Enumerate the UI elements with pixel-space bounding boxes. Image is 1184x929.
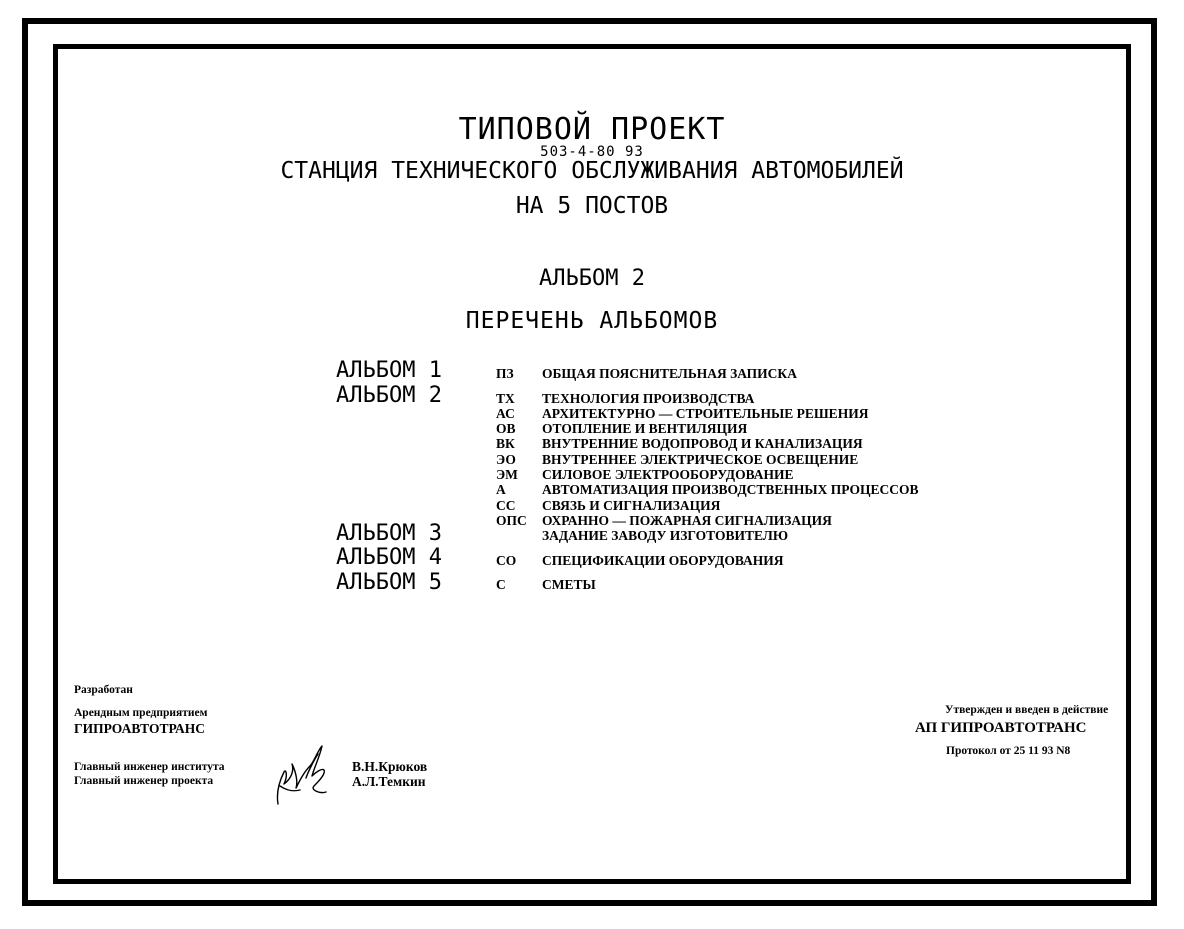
album-list-title: ПЕРЕЧЕНЬ АЛЬБОМОВ [465, 308, 719, 334]
document-title: ТИПОВОЙ ПРОЕКТ [458, 112, 726, 147]
entry-code: ПЗ [496, 366, 514, 381]
entry-code: ОВ [496, 421, 516, 436]
approval-org: АП ГИПРОАВТОТРАНС [915, 720, 1087, 736]
entry-code: ТХ [496, 391, 515, 406]
chief-engineer-institute-name: В.Н.Крюков [352, 759, 428, 774]
entry-code: А [496, 482, 506, 497]
entry-code: АС [496, 406, 515, 421]
entry-code: С [496, 577, 506, 592]
project-code: 503-4-80 93 [540, 144, 644, 160]
entry-desc: СИЛОВОЕ ЭЛЕКТРООБОРУДОВАНИЕ [542, 467, 794, 482]
entry-desc: АРХИТЕКТУРНО — СТРОИТЕЛЬНЫЕ РЕШЕНИЯ [542, 406, 869, 421]
approval-label: Утвержден и введен в действие [945, 704, 1109, 716]
entry-desc: СПЕЦИФИКАЦИИ ОБОРУДОВАНИЯ [542, 553, 784, 568]
approval-protocol: Протокол от 25 11 93 N8 [946, 745, 1071, 757]
chief-engineer-project-name: А.Л.Темкин [352, 774, 426, 789]
entry-code: ЭМ [496, 467, 518, 482]
album-heading: АЛЬБОМ 2 [539, 266, 645, 291]
entry-code: СО [496, 553, 517, 568]
entry-desc: ОТОПЛЕНИЕ И ВЕНТИЛЯЦИЯ [542, 421, 748, 436]
entry-code: ВК [496, 436, 515, 451]
signature-graphic [270, 742, 332, 810]
entry-desc: ЗАДАНИЕ ЗАВОДУ ИЗГОТОВИТЕЛЮ [542, 528, 789, 543]
entry-desc: ТЕХНОЛОГИЯ ПРОИЗВОДСТВА [542, 391, 755, 406]
entry-desc: ВНУТРЕННЕЕ ЭЛЕКТРИЧЕСКОЕ ОСВЕЩЕНИЕ [542, 452, 859, 467]
entry-desc: ОХРАННО — ПОЖАРНАЯ СИГНАЛИЗАЦИЯ [542, 513, 832, 528]
developed-label: Разработан [74, 684, 133, 696]
developer-org-name: ГИПРОАВТОТРАНС [74, 721, 206, 736]
developer-org-label: Арендным предприятием [74, 707, 208, 719]
album-label: АЛЬБОМ 5 [336, 570, 442, 595]
entry-code: ОПС [496, 513, 527, 528]
entry-code: СС [496, 498, 516, 513]
album-label: АЛЬБОМ 2 [336, 383, 442, 408]
entry-desc: СВЯЗЬ И СИГНАЛИЗАЦИЯ [542, 498, 721, 513]
subtitle-line-1: СТАНЦИЯ ТЕХНИЧЕСКОГО ОБСЛУЖИВАНИЯ АВТОМОБИЛЕЙ [280, 158, 904, 184]
album-label: АЛЬБОМ 1 [336, 358, 442, 383]
entry-desc: ОБЩАЯ ПОЯСНИТЕЛЬНАЯ ЗАПИСКА [542, 366, 797, 381]
subtitle-line-2: НА 5 ПОСТОВ [515, 193, 669, 219]
entry-desc: СМЕТЫ [542, 577, 596, 592]
entry-code: ЭО [496, 452, 516, 467]
entry-desc: АВТОМАТИЗАЦИЯ ПРОИЗВОДСТВЕННЫХ ПРОЦЕССОВ [542, 482, 919, 497]
entry-desc: ВНУТРЕННИЕ ВОДОПРОВОД И КАНАЛИЗАЦИЯ [542, 436, 863, 451]
chief-engineer-institute-label: Главный инженер института [74, 761, 225, 773]
album-label: АЛЬБОМ 3 [336, 521, 442, 546]
chief-engineer-project-label: Главный инженер проекта [74, 775, 214, 787]
album-label: АЛЬБОМ 4 [336, 545, 442, 570]
